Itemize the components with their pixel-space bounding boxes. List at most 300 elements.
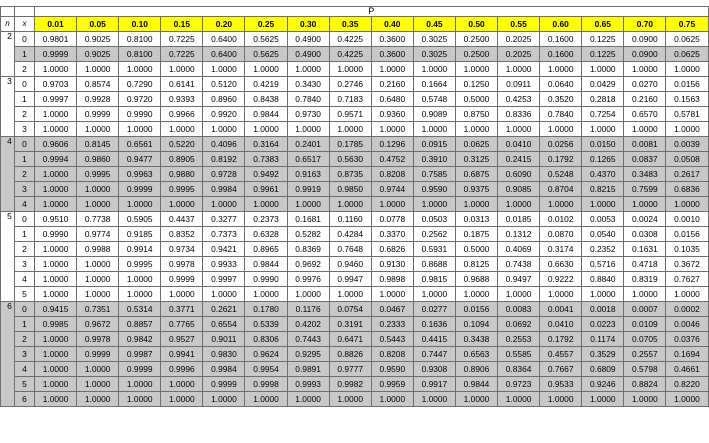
probability-cell: 0.1792 — [540, 332, 582, 347]
probability-cell: 0.8824 — [624, 377, 666, 392]
probability-cell: 0.8965 — [245, 242, 287, 257]
x-value: 2 — [15, 107, 35, 122]
probability-cell: 0.8438 — [245, 92, 287, 107]
p-title-row — [1, 7, 709, 17]
x-value: 5 — [15, 377, 35, 392]
probability-cell: 1.0000 — [455, 62, 497, 77]
probability-cell: 0.9393 — [161, 92, 203, 107]
probability-cell: 0.2553 — [498, 332, 540, 347]
probability-cell: 0.9993 — [287, 377, 329, 392]
probability-cell: 0.0256 — [540, 137, 582, 152]
probability-cell: 0.9995 — [77, 167, 119, 182]
probability-cell: 0.6809 — [582, 362, 624, 377]
binomial-cumulative-table — [0, 6, 709, 407]
probability-cell: 0.9025 — [77, 47, 119, 62]
probability-cell: 0.9163 — [287, 167, 329, 182]
probability-cell: 0.3191 — [329, 317, 371, 332]
probability-cell: 0.2617 — [666, 167, 708, 182]
probability-cell: 0.9966 — [161, 107, 203, 122]
probability-cell: 1.0000 — [35, 197, 77, 212]
probability-cell: 0.8336 — [498, 107, 540, 122]
probability-cell: 0.9185 — [119, 227, 161, 242]
probability-cell: 0.2500 — [455, 47, 497, 62]
table-row — [1, 227, 709, 242]
probability-cell: 1.0000 — [245, 197, 287, 212]
x-value: 2 — [15, 332, 35, 347]
probability-cell: 0.8369 — [287, 242, 329, 257]
probability-cell: 1.0000 — [371, 287, 413, 302]
probability-cell: 0.9998 — [245, 377, 287, 392]
probability-cell: 0.0053 — [582, 212, 624, 227]
probability-cell: 0.5120 — [203, 77, 245, 92]
probability-cell: 0.9801 — [35, 32, 77, 47]
probability-cell: 0.4718 — [624, 257, 666, 272]
x-value: 0 — [15, 32, 35, 47]
probability-cell: 0.3771 — [161, 302, 203, 317]
p-value-header: 0.20 — [203, 17, 245, 32]
probability-cell: 1.0000 — [582, 62, 624, 77]
x-value: 1 — [15, 92, 35, 107]
probability-cell: 0.9703 — [35, 77, 77, 92]
probability-cell: 0.4096 — [203, 137, 245, 152]
probability-cell: 0.3600 — [371, 32, 413, 47]
probability-cell: 0.9477 — [119, 152, 161, 167]
probability-cell: 0.7443 — [287, 332, 329, 347]
probability-cell: 0.9988 — [77, 242, 119, 257]
probability-cell: 0.0837 — [624, 152, 666, 167]
probability-cell: 0.9995 — [119, 257, 161, 272]
probability-cell: 1.0000 — [413, 122, 455, 137]
probability-cell: 0.1681 — [287, 212, 329, 227]
probability-cell: 1.0000 — [287, 122, 329, 137]
probability-cell: 1.0000 — [245, 62, 287, 77]
probability-cell: 0.3174 — [540, 242, 582, 257]
probability-cell: 0.9415 — [35, 302, 77, 317]
probability-cell: 0.1563 — [666, 92, 708, 107]
probability-cell: 0.0692 — [498, 317, 540, 332]
probability-cell: 0.0018 — [582, 302, 624, 317]
probability-cell: 0.9606 — [35, 137, 77, 152]
probability-cell: 0.0705 — [624, 332, 666, 347]
probability-cell: 0.0270 — [624, 77, 666, 92]
probability-cell: 0.9990 — [35, 227, 77, 242]
probability-cell: 0.7225 — [161, 47, 203, 62]
probability-cell: 0.3125 — [455, 152, 497, 167]
table-row — [1, 287, 709, 302]
probability-cell: 1.0000 — [161, 287, 203, 302]
probability-cell: 0.9692 — [287, 257, 329, 272]
probability-cell: 0.6630 — [540, 257, 582, 272]
probability-cell: 0.1631 — [624, 242, 666, 257]
n-value: 3 — [1, 77, 15, 137]
probability-cell: 0.9025 — [77, 32, 119, 47]
probability-cell: 0.5314 — [119, 302, 161, 317]
probability-cell: 0.9744 — [371, 182, 413, 197]
probability-cell: 1.0000 — [287, 287, 329, 302]
table-row — [1, 182, 709, 197]
table-row — [1, 332, 709, 347]
p-value-header: 0.45 — [413, 17, 455, 32]
probability-cell: 1.0000 — [161, 62, 203, 77]
probability-cell: 0.0010 — [666, 212, 708, 227]
probability-cell: 0.5339 — [245, 317, 287, 332]
probability-cell: 0.8192 — [203, 152, 245, 167]
probability-cell: 0.3438 — [455, 332, 497, 347]
probability-cell: 0.2160 — [371, 77, 413, 92]
probability-cell: 0.9844 — [245, 107, 287, 122]
probability-cell: 0.0046 — [666, 317, 708, 332]
probability-cell: 0.9672 — [77, 317, 119, 332]
probability-cell: 0.4225 — [329, 47, 371, 62]
probability-cell: 1.0000 — [35, 242, 77, 257]
probability-cell: 0.0503 — [413, 212, 455, 227]
table-row — [1, 167, 709, 182]
probability-cell: 0.9999 — [161, 272, 203, 287]
probability-cell: 0.8826 — [329, 347, 371, 362]
probability-cell: 0.9941 — [161, 347, 203, 362]
probability-cell: 0.8145 — [77, 137, 119, 152]
probability-cell: 0.0277 — [413, 302, 455, 317]
x-value: 1 — [15, 47, 35, 62]
probability-cell: 0.8208 — [371, 347, 413, 362]
probability-cell: 0.9730 — [287, 107, 329, 122]
probability-cell: 0.8319 — [624, 272, 666, 287]
probability-cell: 0.0185 — [498, 212, 540, 227]
probability-cell: 0.0083 — [498, 302, 540, 317]
probability-cell: 0.5630 — [329, 152, 371, 167]
probability-cell: 1.0000 — [582, 197, 624, 212]
probability-cell: 0.4370 — [582, 167, 624, 182]
table-row — [1, 317, 709, 332]
probability-cell: 0.9999 — [35, 47, 77, 62]
x-value: 3 — [15, 257, 35, 272]
probability-cell: 1.0000 — [540, 197, 582, 212]
probability-cell: 1.0000 — [77, 62, 119, 77]
probability-cell: 1.0000 — [455, 122, 497, 137]
probability-cell: 0.9492 — [245, 167, 287, 182]
probability-cell: 0.9990 — [245, 272, 287, 287]
probability-cell: 0.8215 — [582, 182, 624, 197]
p-value-header: 0.75 — [666, 17, 708, 32]
table-row — [1, 77, 709, 92]
probability-cell: 1.0000 — [624, 197, 666, 212]
probability-cell: 0.0540 — [582, 227, 624, 242]
probability-cell: 0.0156 — [666, 77, 708, 92]
probability-cell: 0.9460 — [329, 257, 371, 272]
probability-cell: 0.7254 — [582, 107, 624, 122]
probability-cell: 1.0000 — [35, 392, 77, 407]
table-row — [1, 122, 709, 137]
probability-cell: 0.1785 — [329, 137, 371, 152]
probability-cell: 0.9990 — [119, 107, 161, 122]
probability-cell: 0.1225 — [582, 32, 624, 47]
probability-cell: 0.9842 — [119, 332, 161, 347]
probability-cell: 0.9985 — [35, 317, 77, 332]
probability-cell: 0.5625 — [245, 32, 287, 47]
probability-cell: 1.0000 — [35, 332, 77, 347]
probability-cell: 0.6836 — [666, 182, 708, 197]
x-value: 2 — [15, 242, 35, 257]
probability-cell: 1.0000 — [666, 197, 708, 212]
table-row — [1, 242, 709, 257]
probability-cell: 1.0000 — [203, 122, 245, 137]
probability-cell: 0.1265 — [582, 152, 624, 167]
probability-cell: 0.6570 — [624, 107, 666, 122]
x-value: 5 — [15, 287, 35, 302]
probability-cell: 0.0102 — [540, 212, 582, 227]
probability-cell: 0.0625 — [666, 47, 708, 62]
probability-cell: 0.9999 — [119, 362, 161, 377]
probability-cell: 0.9308 — [413, 362, 455, 377]
probability-cell: 1.0000 — [77, 362, 119, 377]
x-value: 1 — [15, 317, 35, 332]
table-row — [1, 62, 709, 77]
probability-cell: 0.9590 — [371, 362, 413, 377]
probability-cell: 0.3025 — [413, 47, 455, 62]
probability-cell: 0.3672 — [666, 257, 708, 272]
probability-cell: 0.2500 — [455, 32, 497, 47]
p-value-header: 0.01 — [35, 17, 77, 32]
probability-cell: 0.9999 — [77, 107, 119, 122]
probability-cell: 0.0429 — [582, 77, 624, 92]
probability-cell: 0.9997 — [35, 92, 77, 107]
probability-cell: 0.1296 — [371, 137, 413, 152]
probability-cell: 0.9011 — [203, 332, 245, 347]
probability-cell: 0.0223 — [582, 317, 624, 332]
probability-cell: 1.0000 — [35, 62, 77, 77]
probability-cell: 0.7373 — [203, 227, 245, 242]
x-value: 4 — [15, 362, 35, 377]
probability-cell: 1.0000 — [77, 287, 119, 302]
probability-cell: 0.1094 — [455, 317, 497, 332]
probability-cell: 1.0000 — [77, 377, 119, 392]
probability-cell: 0.8352 — [161, 227, 203, 242]
p-value-header: 0.65 — [582, 17, 624, 32]
probability-cell: 0.1875 — [455, 227, 497, 242]
probability-cell: 1.0000 — [35, 257, 77, 272]
probability-cell: 1.0000 — [245, 122, 287, 137]
probability-cell: 0.9844 — [245, 257, 287, 272]
table-row — [1, 272, 709, 287]
probability-cell: 0.9723 — [498, 377, 540, 392]
probability-cell: 0.9999 — [203, 377, 245, 392]
probability-cell: 0.0754 — [329, 302, 371, 317]
probability-cell: 0.4661 — [666, 362, 708, 377]
probability-cell: 1.0000 — [329, 392, 371, 407]
probability-cell: 0.8574 — [77, 77, 119, 92]
probability-cell: 0.9295 — [287, 347, 329, 362]
probability-cell: 0.0039 — [666, 137, 708, 152]
probability-cell: 0.0870 — [540, 227, 582, 242]
probability-cell: 0.5000 — [455, 92, 497, 107]
table-row — [1, 32, 709, 47]
probability-cell: 1.0000 — [624, 62, 666, 77]
probability-cell: 1.0000 — [413, 287, 455, 302]
probability-cell: 1.0000 — [161, 197, 203, 212]
probability-cell: 1.0000 — [119, 287, 161, 302]
probability-cell: 0.9947 — [329, 272, 371, 287]
probability-cell: 0.0900 — [624, 47, 666, 62]
probability-cell: 0.2621 — [203, 302, 245, 317]
probability-cell: 0.2333 — [371, 317, 413, 332]
probability-cell: 0.9997 — [203, 272, 245, 287]
x-value: 3 — [15, 182, 35, 197]
probability-cell: 0.0024 — [624, 212, 666, 227]
table-row — [1, 197, 709, 212]
table-row — [1, 257, 709, 272]
p-value-header: 0.40 — [371, 17, 413, 32]
x-value: 6 — [15, 392, 35, 407]
probability-cell: 1.0000 — [35, 377, 77, 392]
probability-cell: 0.9510 — [35, 212, 77, 227]
probability-cell: 0.0007 — [624, 302, 666, 317]
probability-cell: 1.0000 — [119, 377, 161, 392]
probability-cell: 0.6090 — [498, 167, 540, 182]
n-value: 6 — [1, 302, 15, 407]
probability-cell: 0.2373 — [245, 212, 287, 227]
probability-cell: 1.0000 — [455, 197, 497, 212]
probability-cell: 0.9734 — [161, 242, 203, 257]
probability-cell: 0.0308 — [624, 227, 666, 242]
probability-cell: 0.1160 — [329, 212, 371, 227]
probability-cell: 0.8220 — [666, 377, 708, 392]
probability-cell: 0.0109 — [624, 317, 666, 332]
p-values-header-row — [1, 17, 709, 32]
x-header: x — [15, 17, 35, 32]
probability-cell: 0.6400 — [203, 32, 245, 47]
probability-cell: 0.6517 — [287, 152, 329, 167]
probability-cell: 0.6400 — [203, 47, 245, 62]
probability-cell: 0.6875 — [455, 167, 497, 182]
probability-cell: 0.8125 — [455, 257, 497, 272]
probability-cell: 1.0000 — [624, 122, 666, 137]
probability-cell: 0.3277 — [203, 212, 245, 227]
probability-cell: 0.0915 — [413, 137, 455, 152]
probability-cell: 1.0000 — [119, 62, 161, 77]
probability-cell: 1.0000 — [329, 197, 371, 212]
p-value-header: 0.30 — [287, 17, 329, 32]
probability-cell: 0.4415 — [413, 332, 455, 347]
probability-cell: 0.1176 — [287, 302, 329, 317]
probability-cell: 0.3910 — [413, 152, 455, 167]
probability-cell: 0.2401 — [287, 137, 329, 152]
probability-cell: 0.9963 — [119, 167, 161, 182]
probability-cell: 1.0000 — [35, 167, 77, 182]
probability-cell: 0.8840 — [582, 272, 624, 287]
probability-cell: 0.3430 — [287, 77, 329, 92]
probability-cell: 1.0000 — [119, 272, 161, 287]
probability-cell: 1.0000 — [329, 287, 371, 302]
x-value: 4 — [15, 272, 35, 287]
probability-cell: 0.9688 — [455, 272, 497, 287]
probability-cell: 0.0778 — [371, 212, 413, 227]
probability-cell: 1.0000 — [371, 197, 413, 212]
probability-cell: 1.0000 — [582, 122, 624, 137]
probability-cell: 1.0000 — [540, 122, 582, 137]
probability-cell: 0.9360 — [371, 107, 413, 122]
probability-cell: 0.8704 — [540, 182, 582, 197]
probability-cell: 1.0000 — [35, 107, 77, 122]
probability-cell: 0.7840 — [287, 92, 329, 107]
probability-cell: 0.1636 — [413, 317, 455, 332]
probability-cell: 1.0000 — [287, 197, 329, 212]
probability-cell: 0.7438 — [498, 257, 540, 272]
probability-cell: 0.1694 — [666, 347, 708, 362]
probability-cell: 0.1250 — [455, 77, 497, 92]
x-value: 0 — [15, 77, 35, 92]
probability-cell: 0.9222 — [540, 272, 582, 287]
x-value: 0 — [15, 212, 35, 227]
probability-cell: 1.0000 — [666, 62, 708, 77]
probability-cell: 0.3483 — [624, 167, 666, 182]
probability-cell: 0.4202 — [287, 317, 329, 332]
probability-cell: 0.9815 — [413, 272, 455, 287]
probability-cell: 1.0000 — [245, 392, 287, 407]
probability-cell: 0.5625 — [245, 47, 287, 62]
probability-cell: 0.7627 — [666, 272, 708, 287]
probability-cell: 0.1600 — [540, 32, 582, 47]
probability-cell: 0.9984 — [203, 362, 245, 377]
probability-cell: 0.0467 — [371, 302, 413, 317]
probability-cell: 0.7183 — [329, 92, 371, 107]
probability-cell: 0.7738 — [77, 212, 119, 227]
n-value: 2 — [1, 32, 15, 77]
probability-cell: 0.0081 — [624, 137, 666, 152]
n-header: n — [1, 17, 15, 32]
probability-cell: 0.0410 — [498, 137, 540, 152]
probability-cell: 1.0000 — [329, 122, 371, 137]
probability-cell: 0.3025 — [413, 32, 455, 47]
probability-cell: 0.3529 — [582, 347, 624, 362]
p-value-header: 0.05 — [77, 17, 119, 32]
probability-cell: 1.0000 — [582, 287, 624, 302]
probability-cell: 1.0000 — [161, 122, 203, 137]
probability-cell: 0.5748 — [413, 92, 455, 107]
probability-cell: 0.5282 — [287, 227, 329, 242]
x-value: 0 — [15, 137, 35, 152]
probability-cell: 0.2562 — [413, 227, 455, 242]
probability-cell: 0.9720 — [119, 92, 161, 107]
probability-cell: 0.9987 — [119, 347, 161, 362]
probability-cell: 0.0900 — [624, 32, 666, 47]
probability-cell: 1.0000 — [35, 122, 77, 137]
probability-cell: 1.0000 — [119, 122, 161, 137]
probability-cell: 0.0911 — [498, 77, 540, 92]
probability-cell: 0.7447 — [413, 347, 455, 362]
probability-cell: 0.1792 — [540, 152, 582, 167]
probability-cell: 0.0625 — [666, 32, 708, 47]
probability-cell: 0.9089 — [413, 107, 455, 122]
probability-cell: 0.0150 — [582, 137, 624, 152]
probability-cell: 1.0000 — [540, 392, 582, 407]
probability-cell: 1.0000 — [455, 392, 497, 407]
probability-cell: 0.8735 — [329, 167, 371, 182]
x-value: 2 — [15, 167, 35, 182]
probability-cell: 0.0640 — [540, 77, 582, 92]
probability-cell: 0.5716 — [582, 257, 624, 272]
table-body — [1, 32, 709, 407]
table-row — [1, 392, 709, 407]
probability-cell: 1.0000 — [161, 392, 203, 407]
probability-cell: 0.1225 — [582, 47, 624, 62]
probability-cell: 1.0000 — [35, 362, 77, 377]
probability-cell: 0.9961 — [245, 182, 287, 197]
probability-cell: 0.8750 — [455, 107, 497, 122]
probability-cell: 0.8306 — [245, 332, 287, 347]
probability-cell: 0.7667 — [540, 362, 582, 377]
p-value-header: 0.15 — [161, 17, 203, 32]
x-value: 0 — [15, 302, 35, 317]
